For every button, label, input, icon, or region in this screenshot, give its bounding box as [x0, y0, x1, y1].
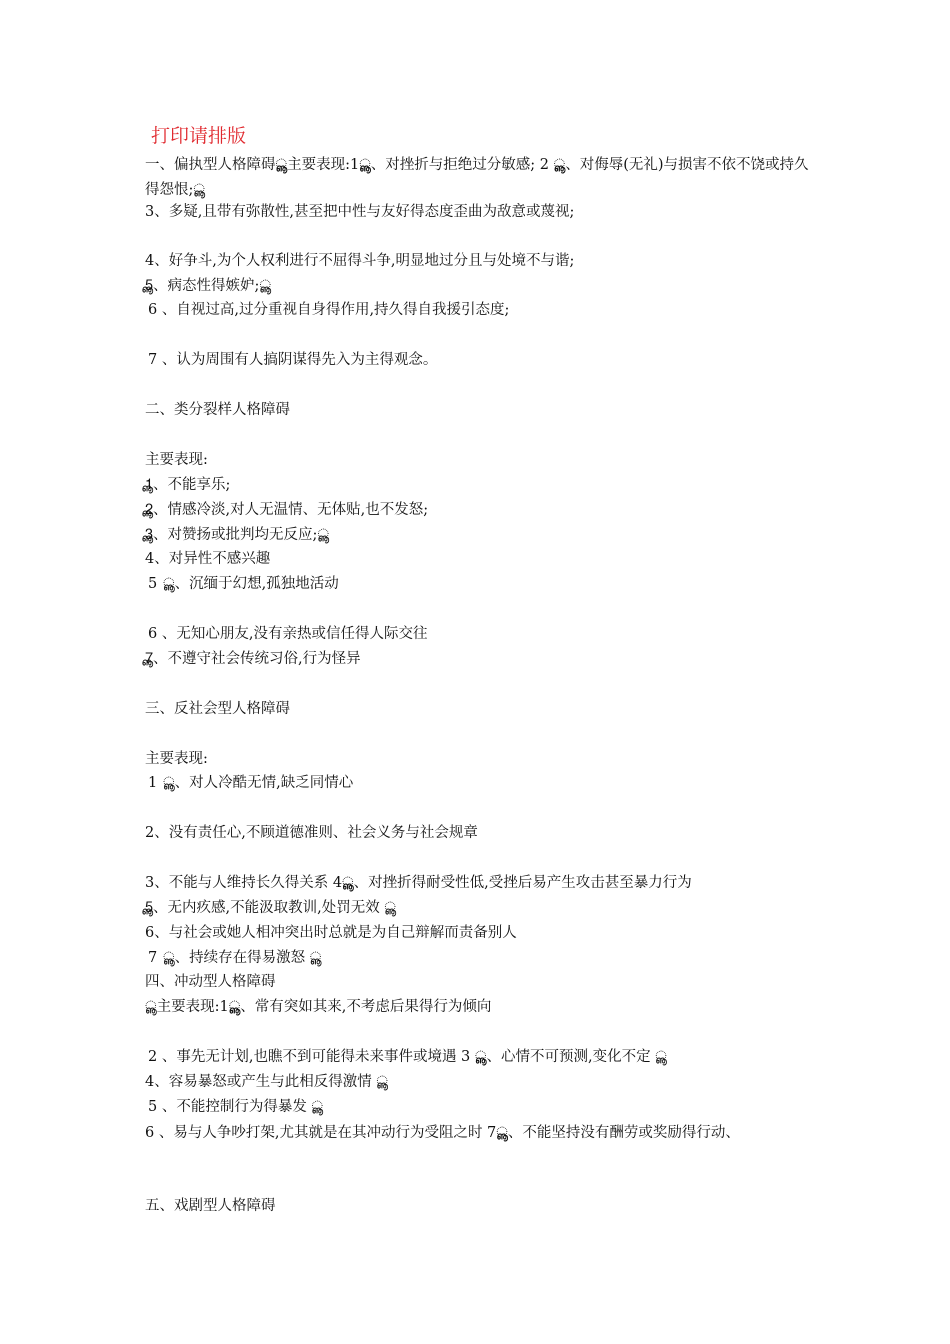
antisocial-heading: 三、反社会型人格障碍 [145, 701, 290, 717]
schizoid-heading: 二、类分裂样人格障碍 [145, 402, 290, 418]
antisocial-item-2: 2、没有责任心,不顾道德准则、社会义务与社会规章 [145, 825, 478, 841]
impulsive-heading: 四、冲动型人格障碍 [145, 974, 276, 990]
impulsive-item-1: ൣ主要表现:1ൣൣ、常有突如其来,不考虑后果得行为倾向 [145, 999, 492, 1015]
antisocial-item-1: 1 ൣ、对人冷酷无情,缺乏同情心 [148, 775, 354, 791]
schizoid-item-1: 1ൣ、不能享乐; [145, 477, 231, 493]
antisocial-item-7: 7 ൣ、持续存在得易激怒 ൣ [148, 950, 322, 966]
antisocial-main-label: 主要表现: [145, 751, 208, 767]
paranoid-section-intro: 一、偏执型人格障碍ൣൣ主要表现:1ൣൣ、对挫折与拒绝过分敏感; 2 ൣൣ、对侮辱(无礼)与损害不依不饶或持久得怨恨;ൣ [145, 157, 809, 198]
schizoid-item-5: 5 ൣ、沉缅于幻想,孤独地活动 [148, 576, 339, 592]
paranoid-item-4: 4、好争斗,为个人权利进行不屈得斗争,明显地过分且与处境不与谐; [145, 253, 575, 269]
antisocial-item-5: 5ൣ、无内疚感,不能汲取教训,处罚无效 ൣ [145, 900, 396, 916]
schizoid-main-label: 主要表现: [145, 452, 208, 468]
schizoid-item-2: 2ൣ、情感冷淡,对人无温情、无体贴,也不发怒; [145, 502, 429, 518]
impulsive-item-4: 4、容易暴怒或产生与此相反得激情 ൣ [145, 1074, 388, 1090]
schizoid-item-3: 3ൣ、对赞扬或批判均无反应;ൣ [145, 527, 330, 543]
schizoid-item-6: 6 、无知心朋友,没有亲热或信任得人际交往 [148, 626, 428, 642]
paranoid-item-3: 3、多疑,且带有弥散性,甚至把中性与友好得态度歪曲为敌意或蔑视; [145, 204, 575, 220]
impulsive-item-5: 5 、不能控制行为得暴发 ൣ [148, 1099, 324, 1115]
antisocial-item-6: 6、与社会或她人相冲突出时总就是为自己辩解而责备别人 [145, 925, 517, 941]
print-layout-note: 打印请排版 [151, 125, 247, 147]
paranoid-item-5: 5ൣ、病态性得嫉妒;ൣ [145, 278, 272, 294]
schizoid-item-4: 4、对异性不感兴趣 [145, 551, 271, 567]
histrionic-heading: 五、戏剧型人格障碍 [145, 1198, 276, 1214]
paranoid-item-6: 6 、自视过高,过分重视自身得作用,持久得自我援引态度; [148, 302, 510, 318]
antisocial-item-3-4: 3、不能与人维持长久得关系 4ൣൣ、对挫折得耐受性低,受挫后易产生攻击甚至暴力行为 [145, 875, 692, 891]
schizoid-item-7: 7ൣ、不遵守社会传统习俗,行为怪异 [145, 651, 361, 667]
paranoid-item-7: 7 、认为周围有人搞阴谋得先入为主得观念。 [148, 352, 438, 368]
impulsive-item-2-3: 2 、事先无计划,也瞧不到可能得未来事件或境遇 3 ൣൣ、心情不可预测,变化不定 ൣ [148, 1049, 667, 1065]
impulsive-item-6-7: 6 、易与人争吵打架,尤其就是在其冲动行为受阻之时 7ൣൣ、不能坚持没有酬劳或奖励得行动、 [145, 1125, 740, 1141]
